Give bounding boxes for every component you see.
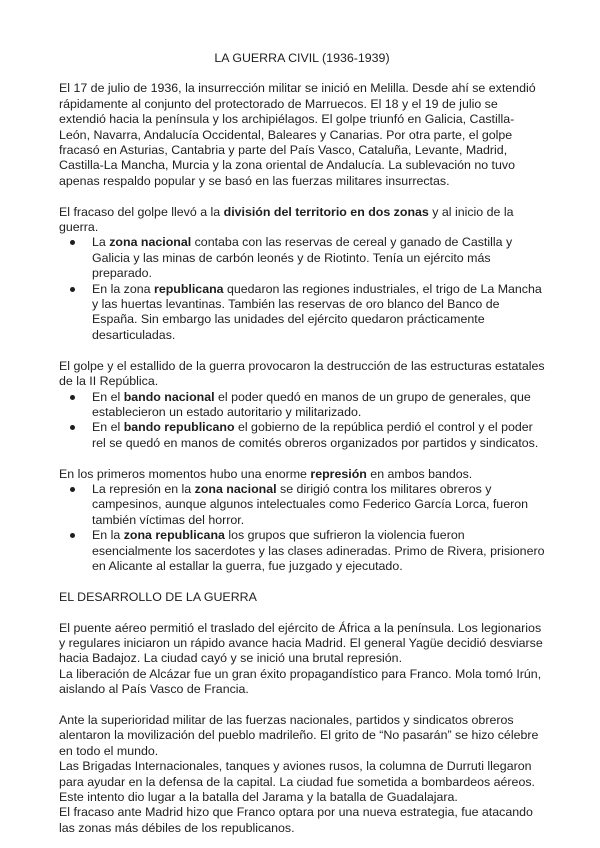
section-title: EL DESARROLLO DE LA GUERRA	[59, 589, 257, 604]
list-item: En el bando nacional el poder quedó en manos de un grupo de generales, que establecieron un estado autoritario y militarizado.	[92, 390, 545, 421]
development-paragraph-4: Las Brigadas Internacionales, tanques y aviones rusos, la columna de Durruti llegaron para ayudar en la defensa de la capital. La ciudad fue sometida a bombardeos aéreos.	[59, 759, 535, 789]
spacer	[59, 189, 545, 204]
development-paragraph-3: Ante la superioridad militar de las fuerzas nacionales, partidos y sindicatos obreros alentaron la movilización del pueblo madrileño. El grito de “No pasarán” se hizo célebre en todo el mundo.	[59, 712, 539, 758]
development-paragraph-2: La liberación de Alcázar fue un gran éxito propagandístico para Franco. Mola tomó Irún, aislando al País Vasco de Francia.	[59, 666, 542, 697]
list-item: En el bando republicano el gobierno de la república perdió el control y el poder rel se quedó en manos de comités obreros organizados por partidos y sindicatos.	[92, 420, 545, 451]
division-list	[59, 235, 545, 343]
division-paragraph: El fracaso del golpe llevó a la división del territorio en dos zonas y al inicio de la guerra.	[59, 204, 514, 235]
spacer	[59, 451, 545, 466]
repression-paragraph: En los primeros momentos hubo una enorme represión en ambos bandos.	[59, 466, 473, 481]
intro-paragraph: El 17 de julio de 1936, la insurrección militar se inició en Melilla. Desde ahí se extendió rápidamente al conjunto del protectorado de Marruecos. El 18 y el 19 de julio se extendió hacia la península y los archipiélagos. El golpe triunfó en Galicia, Castilla-León, Navarra, Andalucía Occidental, Baleares y Canarias. Por otra parte, el golpe fracasó en Asturias, Cantabria y parte del País Vasco, Cataluña, Levante, Madrid, Castilla-La Mancha, Murcia y la zona oriental de Andalucía. La sublevación no tuvo apenas respaldo popular y se basó en las fuerzas militares insurrectas.	[59, 81, 536, 188]
structures-paragraph: El golpe y el estallido de la guerra provocaron la destrucción de las estructuras estatales de la II República.	[59, 358, 545, 389]
list-item: En la zona republicana quedaron las regiones industriales, el trigo de La Mancha y las huertas levantinas. También las reservas de oro blanco del Banco de España. Sin embargo las unidades del ejército quedaron prácticamente desarticuladas.	[92, 282, 545, 344]
structures-list	[59, 390, 545, 452]
repression-list	[59, 482, 545, 574]
development-paragraph-5: Este intento dio lugar a la batalla del Jarama y la batalla de Guadalajara.	[59, 790, 458, 804]
development-paragraph-6: El fracaso ante Madrid hizo que Franco optara por una nueva estrategia, fue atacando las zonas más débiles de los republicanos.	[59, 805, 533, 835]
development-paragraph-1: El puente aéreo permitió el traslado del ejército de África a la península. Los legionarios y regulares iniciaron un rápido avance hacia Madrid. El general Yagüe decidió desviarse hacia Badajoz. La ciudad cayó y se inició una brutal represión.	[59, 620, 543, 666]
document-title: LA GUERRA CIVIL (1936-1939)	[214, 51, 390, 65]
list-item: La zona nacional contaba con las reservas de cereal y ganado de Castilla y Galicia y las minas de carbón leonés y de Riotinto. Tenía un ejército más preparado.	[92, 235, 545, 281]
spacer	[59, 343, 545, 358]
spacer	[59, 574, 545, 589]
spacer	[59, 605, 545, 620]
list-item: En la zona republicana los grupos que sufrieron la violencia fueron esencialmente los sacerdotes y las clases adineradas. Primo de Rivera, prisionero en Alicante al estallar la guerra, fue juzgado y ejecutado.	[92, 528, 545, 573]
spacer	[59, 698, 545, 713]
list-item: La represión en la zona nacional se dirigió contra los militares obreros y campesinos, aunque algunos intelectuales como Federico García Lorca, fueron también víctimas del horror.	[92, 482, 545, 528]
